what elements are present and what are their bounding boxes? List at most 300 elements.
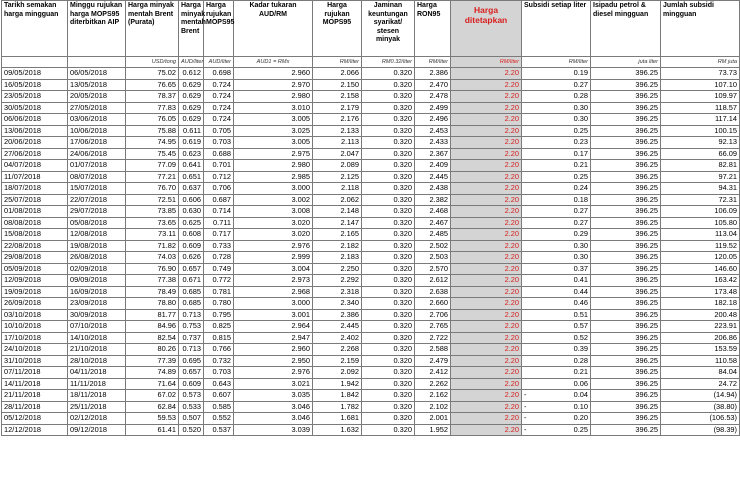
cell-mops95-rm: 2.125 — [313, 171, 362, 183]
subsidi-value: 0.21 — [573, 367, 588, 377]
cell-kadar: 3.039 — [234, 424, 313, 436]
cell-ron95: 2.386 — [415, 68, 451, 80]
cell-ron95: 1.952 — [415, 424, 451, 436]
cell-tarikh: 06/06/2018 — [2, 114, 68, 126]
cell-ditetapkan: 2.20 — [451, 114, 522, 126]
cell-tarikh: 20/06/2018 — [2, 137, 68, 149]
cell-mops95-rm: 2.268 — [313, 344, 362, 356]
subsidi-value: 0.30 — [573, 252, 588, 262]
cell-ditetapkan: 2.20 — [451, 344, 522, 356]
cell-brent-purata: 77.39 — [126, 355, 179, 367]
cell-ron95: 2.612 — [415, 275, 451, 287]
cell-mops95-aud: 0.772 — [204, 275, 234, 287]
cell-brent: 0.753 — [179, 321, 204, 333]
cell-tarikh: 19/09/2018 — [2, 286, 68, 298]
cell-mops95-rm: 2.318 — [313, 286, 362, 298]
cell-jaminan: 0.320 — [362, 91, 415, 103]
subsidi-value: 0.30 — [573, 102, 588, 112]
cell-jumlah: 153.59 — [661, 344, 740, 356]
cell-jumlah: 146.60 — [661, 263, 740, 275]
cell-ron95: 2.162 — [415, 390, 451, 402]
cell-jumlah: 110.58 — [661, 355, 740, 367]
cell-mops95-aud: 0.749 — [204, 263, 234, 275]
subsidi-value: 0.52 — [573, 332, 588, 342]
cell-brent-purata: 67.02 — [126, 390, 179, 402]
cell-brent-purata: 72.51 — [126, 194, 179, 206]
table-row — [2, 413, 740, 425]
cell-isipadu: 396.25 — [591, 378, 661, 390]
header-ron95: Harga RON95 — [415, 1, 451, 57]
cell-brent: 0.623 — [179, 148, 204, 160]
subsidi-value: 0.06 — [573, 378, 588, 388]
cell-brent: 0.651 — [179, 171, 204, 183]
cell-mops95-aud: 0.733 — [204, 240, 234, 252]
header-jaminan: Jaminan keuntungan syarikat/ stesen minyak — [362, 1, 415, 57]
cell-jumlah: 92.13 — [661, 137, 740, 149]
cell-brent: 0.685 — [179, 298, 204, 310]
table-row — [2, 378, 740, 390]
cell-isipadu: 396.25 — [591, 263, 661, 275]
unit-cell: RM0.32/liter — [362, 57, 415, 68]
cell-jumlah: 66.09 — [661, 148, 740, 160]
cell-jumlah: 163.42 — [661, 275, 740, 287]
cell-mops95-rm: 2.386 — [313, 309, 362, 321]
cell-jaminan: 0.320 — [362, 68, 415, 80]
subsidi-value: 0.04 — [573, 390, 588, 400]
cell-isipadu: 396.25 — [591, 240, 661, 252]
cell-brent: 0.657 — [179, 367, 204, 379]
cell-subsidi — [522, 355, 591, 367]
cell-ditetapkan: 2.20 — [451, 401, 522, 413]
cell-kadar: 2.999 — [234, 252, 313, 264]
cell-ron95: 2.382 — [415, 194, 451, 206]
cell-jaminan: 0.320 — [362, 171, 415, 183]
cell-mops95-aud: 0.552 — [204, 413, 234, 425]
table-row — [2, 91, 740, 103]
cell-mops95-aud: 0.780 — [204, 298, 234, 310]
cell-jumlah: 24.72 — [661, 378, 740, 390]
cell-ditetapkan: 2.20 — [451, 286, 522, 298]
cell-kadar: 2.973 — [234, 275, 313, 287]
cell-mops95-rm: 1.632 — [313, 424, 362, 436]
cell-mops95-aud: 0.728 — [204, 252, 234, 264]
header-mops95-aud: Harga rujukan MOPS95 — [204, 1, 234, 57]
cell-kadar: 3.025 — [234, 125, 313, 137]
cell-jaminan: 0.320 — [362, 194, 415, 206]
cell-ditetapkan: 2.20 — [451, 171, 522, 183]
cell-tarikh: 13/06/2018 — [2, 125, 68, 137]
cell-ron95: 2.445 — [415, 171, 451, 183]
cell-mops95-rm: 2.158 — [313, 91, 362, 103]
cell-tarikh: 14/11/2018 — [2, 378, 68, 390]
table-body — [2, 68, 740, 436]
cell-isipadu: 396.25 — [591, 286, 661, 298]
cell-jaminan: 0.320 — [362, 344, 415, 356]
subsidi-value: 0.23 — [573, 137, 588, 147]
cell-brent-purata: 74.03 — [126, 252, 179, 264]
cell-subsidi — [522, 367, 591, 379]
cell-ditetapkan: 2.20 — [451, 321, 522, 333]
cell-brent-purata: 71.64 — [126, 378, 179, 390]
subsidi-value: 0.28 — [573, 91, 588, 101]
cell-jaminan: 0.320 — [362, 298, 415, 310]
cell-subsidi — [522, 321, 591, 333]
header-brent: Harga minyak mentah Brent — [179, 1, 204, 57]
cell-minggu: 20/05/2018 — [68, 91, 126, 103]
cell-isipadu: 396.25 — [591, 171, 661, 183]
cell-subsidi — [522, 114, 591, 126]
cell-brent: 0.609 — [179, 240, 204, 252]
cell-jumlah: 106.09 — [661, 206, 740, 218]
cell-isipadu: 396.25 — [591, 206, 661, 218]
unit-cell: juta liter — [591, 57, 661, 68]
cell-kadar: 3.000 — [234, 183, 313, 195]
cell-subsidi — [522, 309, 591, 321]
cell-mops95-rm: 1.681 — [313, 413, 362, 425]
cell-subsidi — [522, 263, 591, 275]
header-isipadu: Isipadu petrol & diesel mingguan — [591, 1, 661, 57]
cell-mops95-aud: 0.705 — [204, 125, 234, 137]
cell-jumlah: 84.04 — [661, 367, 740, 379]
cell-mops95-aud: 0.585 — [204, 401, 234, 413]
cell-brent: 0.606 — [179, 194, 204, 206]
cell-minggu: 04/11/2018 — [68, 367, 126, 379]
cell-ditetapkan: 2.20 — [451, 355, 522, 367]
subsidi-value: 0.21 — [573, 160, 588, 170]
cell-jumlah: 97.21 — [661, 171, 740, 183]
subsidi-value: 0.25 — [573, 171, 588, 181]
cell-minggu: 14/10/2018 — [68, 332, 126, 344]
cell-brent: 0.641 — [179, 160, 204, 172]
cell-mops95-aud: 0.701 — [204, 160, 234, 172]
cell-brent: 0.685 — [179, 286, 204, 298]
cell-brent: 0.713 — [179, 344, 204, 356]
cell-ron95: 2.496 — [415, 114, 451, 126]
cell-ditetapkan: 2.20 — [451, 252, 522, 264]
cell-mops95-rm: 1.842 — [313, 390, 362, 402]
cell-ditetapkan: 2.20 — [451, 102, 522, 114]
cell-subsidi — [522, 160, 591, 172]
cell-brent: 0.611 — [179, 125, 204, 137]
cell-brent: 0.533 — [179, 401, 204, 413]
cell-brent: 0.612 — [179, 68, 204, 80]
cell-tarikh: 03/10/2018 — [2, 309, 68, 321]
cell-tarikh: 11/07/2018 — [2, 171, 68, 183]
cell-subsidi — [522, 183, 591, 195]
cell-isipadu: 396.25 — [591, 148, 661, 160]
cell-subsidi — [522, 137, 591, 149]
cell-minggu: 29/07/2018 — [68, 206, 126, 218]
cell-mops95-rm: 2.150 — [313, 79, 362, 91]
cell-kadar: 3.001 — [234, 309, 313, 321]
cell-brent-purata: 61.41 — [126, 424, 179, 436]
subsidi-value: 0.17 — [573, 148, 588, 158]
table-row — [2, 240, 740, 252]
cell-minggu: 16/09/2018 — [68, 286, 126, 298]
table-row — [2, 252, 740, 264]
cell-tarikh: 15/08/2018 — [2, 229, 68, 241]
cell-mops95-rm: 1.942 — [313, 378, 362, 390]
table-row — [2, 390, 740, 402]
subsidi-sign: - — [524, 413, 527, 423]
cell-jaminan: 0.320 — [362, 229, 415, 241]
cell-isipadu: 396.25 — [591, 194, 661, 206]
cell-ron95: 2.409 — [415, 160, 451, 172]
cell-jumlah: 82.81 — [661, 160, 740, 172]
unit-cell: RM/liter — [313, 57, 362, 68]
cell-mops95-rm: 2.183 — [313, 252, 362, 264]
cell-ron95: 2.001 — [415, 413, 451, 425]
cell-brent: 0.573 — [179, 390, 204, 402]
cell-ditetapkan: 2.20 — [451, 263, 522, 275]
cell-jumlah: 73.73 — [661, 68, 740, 80]
units-row — [2, 57, 740, 68]
cell-brent: 0.629 — [179, 91, 204, 103]
cell-ron95: 2.706 — [415, 309, 451, 321]
cell-kadar: 3.020 — [234, 217, 313, 229]
cell-brent-purata: 80.26 — [126, 344, 179, 356]
cell-mops95-rm: 2.402 — [313, 332, 362, 344]
cell-isipadu: 396.25 — [591, 68, 661, 80]
cell-mops95-rm: 2.118 — [313, 183, 362, 195]
cell-subsidi — [522, 194, 591, 206]
cell-kadar: 2.950 — [234, 355, 313, 367]
cell-brent-purata: 77.09 — [126, 160, 179, 172]
cell-jumlah: 100.15 — [661, 125, 740, 137]
cell-ron95: 2.638 — [415, 286, 451, 298]
cell-mops95-aud: 0.706 — [204, 183, 234, 195]
cell-ron95: 2.262 — [415, 378, 451, 390]
cell-ditetapkan: 2.20 — [451, 137, 522, 149]
cell-jaminan: 0.320 — [362, 240, 415, 252]
table-row — [2, 321, 740, 333]
cell-ron95: 2.433 — [415, 137, 451, 149]
cell-minggu: 26/08/2018 — [68, 252, 126, 264]
subsidi-value: 0.57 — [573, 321, 588, 331]
unit-cell: USD/tong — [126, 57, 179, 68]
cell-brent: 0.625 — [179, 217, 204, 229]
cell-kadar: 3.046 — [234, 413, 313, 425]
cell-kadar: 2.947 — [234, 332, 313, 344]
cell-brent: 0.629 — [179, 102, 204, 114]
cell-mops95-rm: 2.113 — [313, 137, 362, 149]
cell-mops95-aud: 0.703 — [204, 367, 234, 379]
cell-ron95: 2.468 — [415, 206, 451, 218]
cell-isipadu: 396.25 — [591, 321, 661, 333]
subsidi-value: 0.19 — [573, 68, 588, 78]
cell-kadar: 3.010 — [234, 102, 313, 114]
cell-mops95-rm: 2.092 — [313, 367, 362, 379]
cell-tarikh: 25/07/2018 — [2, 194, 68, 206]
cell-isipadu: 396.25 — [591, 413, 661, 425]
cell-brent: 0.630 — [179, 206, 204, 218]
cell-jaminan: 0.320 — [362, 413, 415, 425]
cell-minggu: 18/11/2018 — [68, 390, 126, 402]
header-row — [2, 1, 740, 57]
cell-ditetapkan: 2.20 — [451, 125, 522, 137]
cell-mops95-rm: 2.179 — [313, 102, 362, 114]
cell-ditetapkan: 2.20 — [451, 217, 522, 229]
cell-brent: 0.695 — [179, 355, 204, 367]
cell-ron95: 2.588 — [415, 344, 451, 356]
cell-subsidi — [522, 148, 591, 160]
subsidi-value: 0.37 — [573, 263, 588, 273]
cell-brent: 0.609 — [179, 378, 204, 390]
cell-isipadu: 396.25 — [591, 79, 661, 91]
cell-mops95-rm: 2.133 — [313, 125, 362, 137]
cell-tarikh: 01/08/2018 — [2, 206, 68, 218]
cell-brent: 0.657 — [179, 263, 204, 275]
cell-isipadu: 396.25 — [591, 424, 661, 436]
cell-ditetapkan: 2.20 — [451, 298, 522, 310]
table-row — [2, 183, 740, 195]
cell-brent-purata: 77.21 — [126, 171, 179, 183]
cell-jumlah: (106.53) — [661, 413, 740, 425]
cell-ron95: 2.467 — [415, 217, 451, 229]
cell-mops95-aud: 0.724 — [204, 102, 234, 114]
cell-jaminan: 0.320 — [362, 137, 415, 149]
cell-kadar: 2.960 — [234, 68, 313, 80]
cell-brent-purata: 76.05 — [126, 114, 179, 126]
header-subsidi-liter: Subsidi setiap liter — [522, 1, 591, 57]
cell-jaminan: 0.320 — [362, 160, 415, 172]
header-kadar-tukaran: Kadar tukaran AUD/RM — [234, 1, 313, 57]
cell-brent-purata: 77.83 — [126, 102, 179, 114]
cell-kadar: 3.046 — [234, 401, 313, 413]
cell-subsidi — [522, 217, 591, 229]
cell-kadar: 2.964 — [234, 321, 313, 333]
cell-tarikh: 12/09/2018 — [2, 275, 68, 287]
cell-ditetapkan: 2.20 — [451, 79, 522, 91]
cell-jaminan: 0.320 — [362, 378, 415, 390]
cell-ron95: 2.485 — [415, 229, 451, 241]
cell-kadar: 2.970 — [234, 79, 313, 91]
table-row — [2, 206, 740, 218]
cell-brent-purata: 76.90 — [126, 263, 179, 275]
cell-tarikh: 28/11/2018 — [2, 401, 68, 413]
cell-jaminan: 0.320 — [362, 183, 415, 195]
cell-subsidi — [522, 206, 591, 218]
cell-brent-purata: 75.02 — [126, 68, 179, 80]
cell-brent-purata: 62.84 — [126, 401, 179, 413]
cell-tarikh: 05/09/2018 — [2, 263, 68, 275]
cell-tarikh: 09/05/2018 — [2, 68, 68, 80]
table-row — [2, 148, 740, 160]
cell-subsidi — [522, 171, 591, 183]
cell-ditetapkan: 2.20 — [451, 91, 522, 103]
cell-brent-purata: 73.11 — [126, 229, 179, 241]
cell-minggu: 25/11/2018 — [68, 401, 126, 413]
cell-jaminan: 0.320 — [362, 206, 415, 218]
cell-jumlah: 117.14 — [661, 114, 740, 126]
cell-isipadu: 396.25 — [591, 390, 661, 402]
cell-brent-purata: 73.85 — [126, 206, 179, 218]
cell-ditetapkan: 2.20 — [451, 148, 522, 160]
cell-subsidi — [522, 424, 591, 436]
unit-cell: AUD1 = RMx — [234, 57, 313, 68]
cell-kadar: 3.005 — [234, 114, 313, 126]
cell-brent: 0.629 — [179, 79, 204, 91]
cell-ron95: 2.570 — [415, 263, 451, 275]
cell-jumlah: 107.10 — [661, 79, 740, 91]
cell-brent: 0.626 — [179, 252, 204, 264]
table-row — [2, 217, 740, 229]
cell-jaminan: 0.320 — [362, 217, 415, 229]
cell-brent-purata: 78.80 — [126, 298, 179, 310]
cell-minggu: 03/06/2018 — [68, 114, 126, 126]
cell-jaminan: 0.320 — [362, 148, 415, 160]
cell-minggu: 27/05/2018 — [68, 102, 126, 114]
cell-kadar: 3.002 — [234, 194, 313, 206]
cell-subsidi — [522, 68, 591, 80]
table-row — [2, 275, 740, 287]
table-row — [2, 263, 740, 275]
cell-minggu: 10/06/2018 — [68, 125, 126, 137]
cell-minggu: 15/07/2018 — [68, 183, 126, 195]
cell-minggu: 17/06/2018 — [68, 137, 126, 149]
cell-isipadu: 396.25 — [591, 309, 661, 321]
subsidi-sign: - — [524, 424, 527, 434]
unit-cell: RM/liter — [451, 57, 522, 68]
cell-mops95-aud: 0.724 — [204, 114, 234, 126]
cell-ditetapkan: 2.20 — [451, 206, 522, 218]
cell-jaminan: 0.320 — [362, 390, 415, 402]
cell-mops95-aud: 0.607 — [204, 390, 234, 402]
cell-jumlah: 109.97 — [661, 91, 740, 103]
cell-subsidi — [522, 286, 591, 298]
header-minggu: Minggu rujukan harga MOPS95 diterbitkan AIP — [68, 1, 126, 57]
cell-mops95-rm: 2.062 — [313, 194, 362, 206]
cell-minggu: 01/07/2018 — [68, 160, 126, 172]
cell-isipadu: 396.25 — [591, 275, 661, 287]
cell-tarikh: 04/07/2018 — [2, 160, 68, 172]
cell-subsidi — [522, 240, 591, 252]
cell-jaminan: 0.320 — [362, 125, 415, 137]
table-row — [2, 137, 740, 149]
cell-kadar: 2.980 — [234, 91, 313, 103]
cell-tarikh: 22/08/2018 — [2, 240, 68, 252]
cell-mops95-aud: 0.781 — [204, 286, 234, 298]
cell-ron95: 2.102 — [415, 401, 451, 413]
cell-mops95-rm: 2.165 — [313, 229, 362, 241]
cell-ron95: 2.438 — [415, 183, 451, 195]
header-mops95-rm: Harga rujukan MOPS95 — [313, 1, 362, 57]
table-row — [2, 194, 740, 206]
cell-subsidi — [522, 79, 591, 91]
subsidi-value: 0.18 — [573, 194, 588, 204]
cell-ron95: 2.470 — [415, 79, 451, 91]
subsidi-value: 0.30 — [573, 240, 588, 250]
cell-isipadu: 396.25 — [591, 125, 661, 137]
cell-tarikh: 10/10/2018 — [2, 321, 68, 333]
unit-cell: RM/liter — [522, 57, 591, 68]
cell-tarikh: 29/08/2018 — [2, 252, 68, 264]
cell-jumlah: 113.04 — [661, 229, 740, 241]
cell-kadar: 3.035 — [234, 390, 313, 402]
cell-tarikh: 07/11/2018 — [2, 367, 68, 379]
header-tarikh: Tarikh semakan harga mingguan — [2, 1, 68, 57]
subsidi-value: 0.27 — [573, 217, 588, 227]
cell-tarikh: 17/10/2018 — [2, 332, 68, 344]
cell-jaminan: 0.320 — [362, 355, 415, 367]
cell-brent: 0.629 — [179, 114, 204, 126]
cell-ditetapkan: 2.20 — [451, 183, 522, 195]
cell-subsidi — [522, 275, 591, 287]
cell-jaminan: 0.320 — [362, 275, 415, 287]
cell-jaminan: 0.320 — [362, 114, 415, 126]
cell-jaminan: 0.320 — [362, 332, 415, 344]
cell-brent: 0.520 — [179, 424, 204, 436]
